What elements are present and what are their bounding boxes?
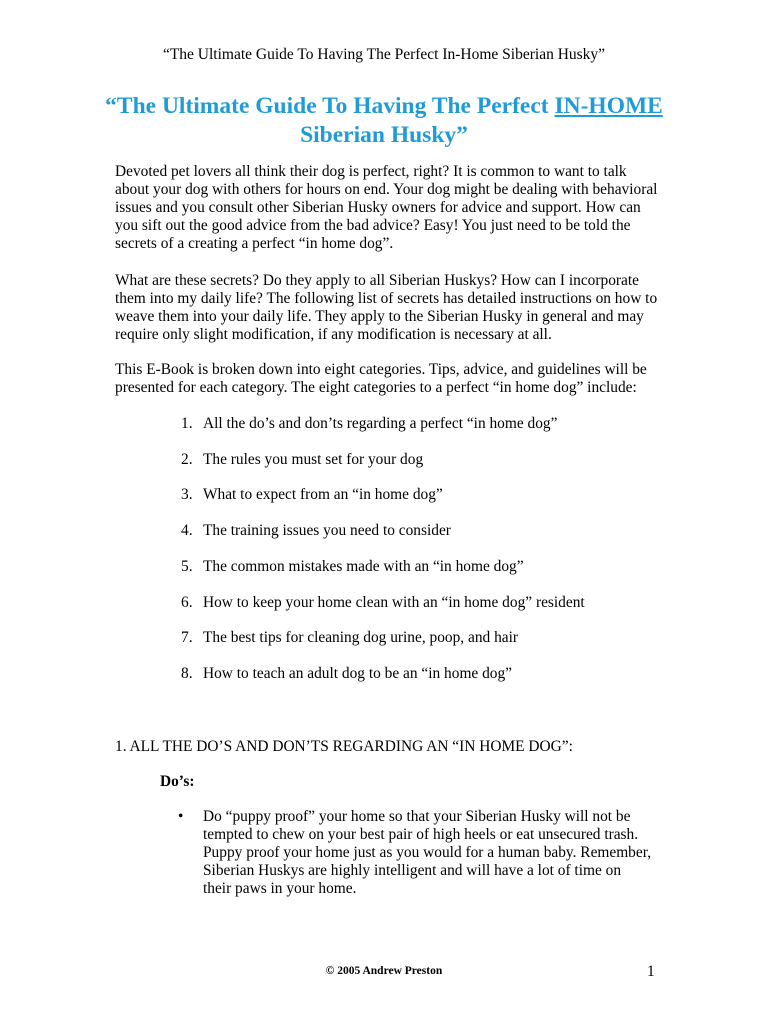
intro-paragraph-2: What are these secrets? Do they apply to all Siberian Huskys? How can I incorporate them into my daily life? The following list of secrets has detailed instructions on how to weave them into your daily life. They apply to the Siberian Husky in general and may require only slight modification, if any modification is necessary at all. — [115, 272, 658, 343]
dos-heading: Do’s: — [160, 773, 195, 790]
category-number: 4. — [181, 522, 193, 539]
category-number: 3. — [181, 486, 193, 503]
category-text: What to expect from an “in home dog” — [203, 486, 443, 503]
category-item — [181, 415, 661, 433]
intro-paragraph-1: Devoted pet lovers all think their dog is perfect, right? It is common to want to talk about your dog with others for hours on end. Your dog might be dealing with behavioral issues and you consult other Siberian Husky owners for advice and support. How can you sift out the good advice from the bad advice? Easy! You just need to be told the secrets of a creating a perfect “in home dog”. — [115, 163, 658, 252]
category-text: The common mistakes made with an “in home dog” — [203, 558, 524, 575]
category-text: The training issues you need to consider — [203, 522, 451, 539]
category-number: 2. — [181, 451, 193, 468]
category-item — [181, 522, 661, 540]
category-text: How to teach an adult dog to be an “in home dog” — [203, 665, 513, 682]
category-item — [181, 451, 661, 469]
title-part-2: Siberian Husky” — [300, 122, 468, 148]
category-text: The rules you must set for your dog — [203, 451, 424, 468]
title-part-1: “The Ultimate Guide To Having The Perfect — [105, 93, 555, 119]
category-item — [181, 665, 661, 683]
bullet-text: Do “puppy proof” your home so that your Siberian Husky will not be tempted to chew on your best pair of high heels or eat unsecured trash. Puppy proof your home just as you would for a human baby. Remember, Siberian Huskys are highly intelligent and will have a lot of time on their paws in your home. — [203, 808, 652, 897]
page-title — [0, 92, 768, 150]
category-number: 5. — [181, 558, 193, 575]
category-item — [181, 594, 661, 612]
category-number: 1. — [181, 415, 193, 432]
category-text: The best tips for cleaning dog urine, poop, and hair — [203, 629, 518, 646]
bullet-icon: • — [178, 808, 184, 825]
page-number: 1 — [647, 963, 655, 980]
category-text: How to keep your home clean with an “in home dog” resident — [203, 594, 585, 611]
intro-paragraph-3: This E-Book is broken down into eight categories. Tips, advice, and guidelines will be presented for each category. The eight categories to a perfect “in home dog” include: — [115, 361, 647, 396]
section-heading: 1. ALL THE DO’S AND DON’TS REGARDING AN “IN HOME DOG”: — [115, 738, 573, 755]
category-item — [181, 629, 661, 647]
category-item — [181, 486, 661, 504]
title-underlined: IN-HOME — [554, 93, 663, 119]
category-text: All the do’s and don’ts regarding a perfect “in home dog” — [203, 415, 558, 432]
footer-copyright: © 2005 Andrew Preston — [325, 965, 443, 977]
running-header: “The Ultimate Guide To Having The Perfect In-Home Siberian Husky” — [162, 46, 606, 63]
category-number: 8. — [181, 665, 193, 682]
category-number: 7. — [181, 629, 193, 646]
category-number: 6. — [181, 594, 193, 611]
category-item — [181, 558, 661, 576]
